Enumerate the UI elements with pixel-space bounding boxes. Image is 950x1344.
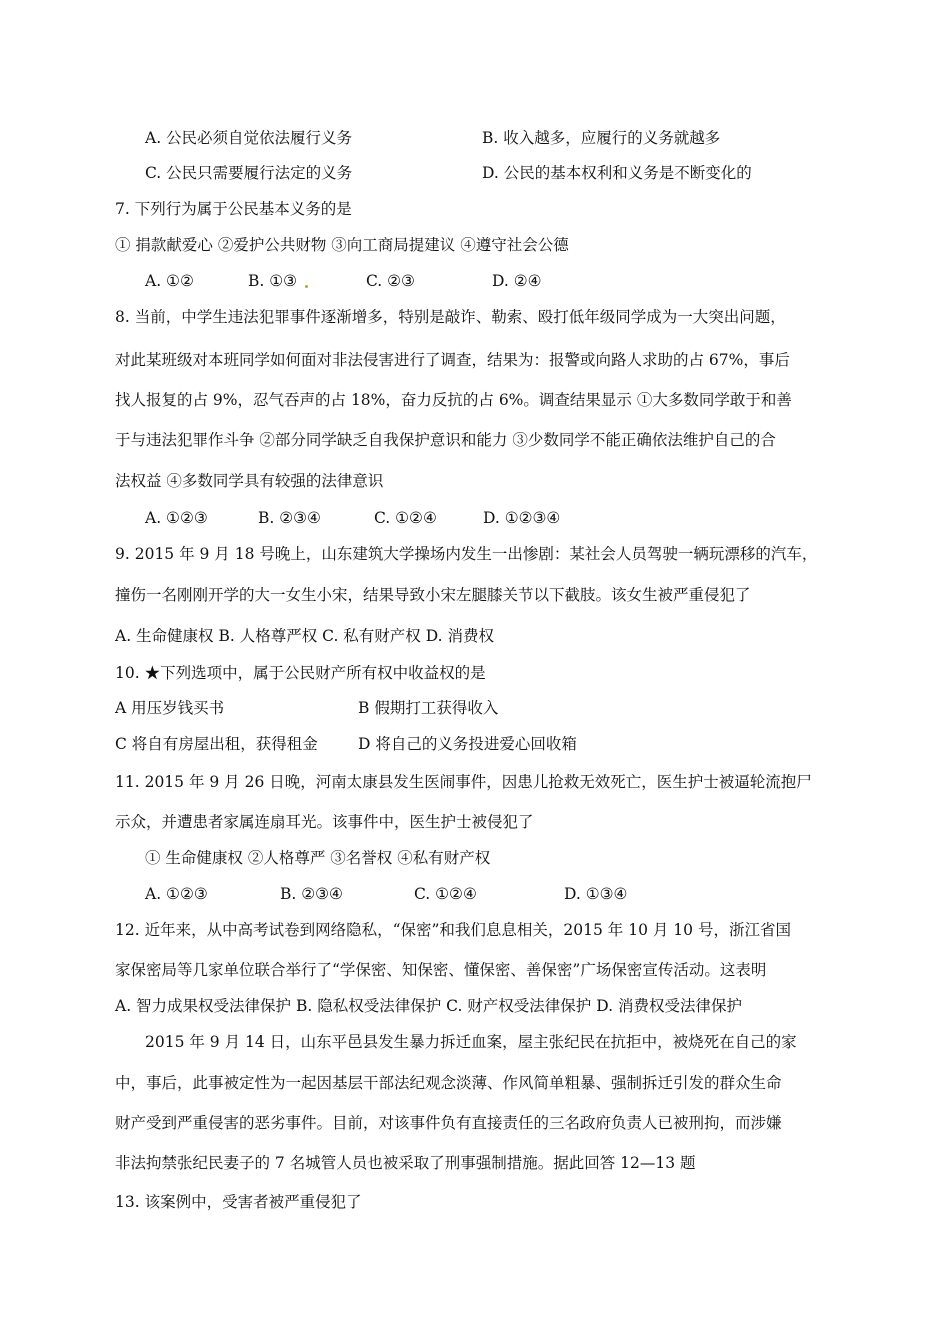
- q7-option-d: D. ②④: [492, 272, 542, 290]
- q13-stem: 13. 该案例中，受害者被严重侵犯了: [115, 1193, 362, 1211]
- q10-option-b: B 假期打工获得收入: [358, 699, 499, 717]
- q12-line-2: 家保密局等几家单位联合举行了“学保密、知保密、懂保密、善保密”广场保密宣传活动。这表明: [115, 961, 767, 979]
- q10-option-d: D 将自己的义务投进爱心回收箱: [358, 735, 577, 753]
- q7-items: ① 捐款献爱心 ②爱护公共财物 ③向工商局提建议 ④遵守社会公德: [115, 236, 569, 254]
- q11-items: ① 生命健康权 ②人格尊严 ③名誉权 ④私有财产权: [145, 849, 491, 867]
- q10-option-c: C 将自有房屋出租，获得租金: [115, 735, 318, 753]
- q8-line-5: 法权益 ④多数同学具有较强的法律意识: [115, 472, 384, 490]
- q9-options: A. 生命健康权 B. 人格尊严权 C. 私有财产权 D. 消费权: [115, 627, 494, 645]
- q10-option-a: A 用压岁钱买书: [115, 699, 225, 717]
- q6-option-c: C. 公民只需要履行法定的义务: [145, 164, 353, 182]
- q7-option-c: C. ②③: [366, 272, 415, 290]
- q8-option-b: B. ②③④: [258, 509, 321, 527]
- q11-line-1: 11. 2015 年 9 月 26 日晚，河南太康县发生医闹事件，因患儿抢救无效死亡，医生护士被逼轮流抱尸: [115, 773, 812, 791]
- q7-option-a: A. ①②: [145, 272, 194, 290]
- q8-option-a: A. ①②③: [145, 509, 208, 527]
- q7-option-b: B. ①③: [248, 272, 298, 290]
- material-line-1: 2015 年 9 月 14 日，山东平邑县发生暴力拆迁血案，屋主张纪民在抗拒中，被烧死在自己的家: [145, 1033, 797, 1051]
- q7-stem: 7. 下列行为属于公民基本义务的是: [115, 200, 352, 218]
- q12-options: A. 智力成果权受法律保护 B. 隐私权受法律保护 C. 财产权受法律保护 D. 消费权受法律保护: [115, 997, 742, 1015]
- q8-option-c: C. ①②④: [374, 509, 437, 527]
- q8-line-4: 于与违法犯罪作斗争 ②部分同学缺乏自我保护意识和能力 ③少数同学不能正确依法维护自己的合: [115, 431, 776, 449]
- q11-option-b: B. ②③④: [280, 885, 343, 903]
- q6-option-b: B. 收入越多，应履行的义务就越多: [482, 129, 721, 147]
- q8-line-2: 对此某班级对本班同学如何面对非法侵害进行了调查，结果为：报警或向路人求助的占 67%，事后: [115, 351, 790, 369]
- q12-line-1: 12. 近年来，从中高考试卷到网络隐私，“保密”和我们息息相关，2015 年 10 月 10 号，浙江省国: [115, 921, 791, 939]
- q11-option-c: C. ①②④: [414, 885, 477, 903]
- material-line-3: 财产受到严重侵害的恶劣事件。目前，对该事件负有直接责任的三名政府负责人已被刑拘，而涉嫌: [115, 1114, 782, 1132]
- q11-option-d: D. ①③④: [564, 885, 628, 903]
- q9-line-2: 撞伤一名刚刚开学的大一女生小宋，结果导致小宋左腿膝关节以下截肢。该女生被严重侵犯了: [115, 586, 751, 604]
- material-line-4: 非法拘禁张纪民妻子的 7 名城管人员也被采取了刑事强制措施。据此回答 12—13 题: [115, 1154, 696, 1172]
- q11-option-a: A. ①②③: [145, 885, 208, 903]
- q8-line-1: 8. 当前，中学生违法犯罪事件逐渐增多，特别是敲诈、勒索、殴打低年级同学成为一大突出问题，: [115, 308, 786, 326]
- q6-option-d: D. 公民的基本权利和义务是不断变化的: [482, 164, 752, 182]
- q11-line-2: 示众，并遭患者家属连扇耳光。该事件中，医生护士被侵犯了: [115, 813, 534, 831]
- q8-line-3: 找人报复的占 9%，忍气吞声的占 18%，奋力反抗的占 6%。调查结果显示 ①大多数同学敢于和善: [115, 391, 792, 409]
- stray-mark: [305, 285, 308, 288]
- q6-option-a: A. 公民必须自觉依法履行义务: [145, 129, 353, 147]
- q8-option-d: D. ①②③④: [483, 509, 561, 527]
- q10-stem: 10. ★下列选项中，属于公民财产所有权中收益权的是: [115, 664, 486, 682]
- material-line-2: 中，事后，此事被定性为一起因基层干部法纪观念淡薄、作风简单粗暴、强制拆迁引发的群众生命: [115, 1074, 782, 1092]
- q9-line-1: 9. 2015 年 9 月 18 号晚上，山东建筑大学操场内发生一出惨剧：某社会人员驾驶一辆玩漂移的汽车，: [115, 545, 818, 563]
